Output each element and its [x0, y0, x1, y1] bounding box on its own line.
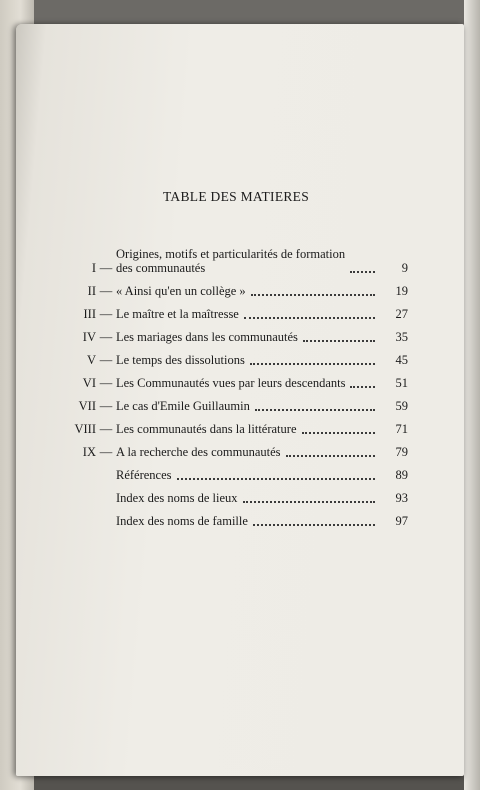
toc-entry-6	[56, 367, 408, 390]
chapter-title: Le cas d'Emile Guillaumin	[116, 399, 250, 413]
chapter-title-line-2: des communautés	[116, 261, 206, 275]
leader-dots	[286, 454, 375, 457]
page-edge-right	[464, 0, 480, 790]
leader-dots	[243, 500, 375, 503]
leader-dots	[253, 523, 375, 526]
chapter-dash: —	[99, 445, 113, 459]
page-number: 27	[395, 307, 408, 321]
chapter-number: III	[83, 307, 96, 321]
chapter-dash: —	[99, 330, 113, 344]
page-title: TABLE DES MATIERES	[162, 189, 310, 204]
page-number: 51	[395, 376, 408, 390]
chapter-title: A la recherche des communautés	[116, 445, 281, 459]
page-number: 45	[395, 353, 408, 367]
chapter-number: V	[86, 353, 96, 367]
page-number: 71	[395, 422, 408, 436]
section-title: Index des noms de lieux	[116, 491, 238, 505]
page-number: 35	[395, 330, 408, 344]
page-number: 89	[395, 468, 408, 482]
chapter-dash: —	[99, 261, 113, 275]
chapter-number: VII	[78, 399, 96, 413]
chapter-title: « Ainsi qu'en un collège »	[116, 284, 246, 298]
toc-entry-4	[56, 321, 408, 344]
chapter-dash: —	[99, 353, 113, 367]
toc-entry-3	[56, 298, 408, 321]
toc-entry-2	[56, 275, 408, 298]
chapter-dash: —	[99, 399, 113, 413]
section-title: Références	[116, 468, 172, 482]
chapter-title: Les Communautés vues par leurs descendants	[116, 376, 346, 390]
leader-dots	[250, 362, 375, 365]
chapter-number: IV	[82, 330, 96, 344]
toc-entry-9	[56, 436, 408, 459]
chapter-title: Le maître et la maîtresse	[116, 307, 239, 321]
toc-entry-5	[56, 344, 408, 367]
chapter-dash: —	[99, 422, 113, 436]
toc-entry-1	[56, 235, 408, 275]
leader-dots	[350, 385, 375, 388]
chapter-title: Le temps des dissolutions	[116, 353, 245, 367]
toc-entry-index-families	[56, 505, 408, 528]
section-title: Index des noms de famille	[116, 514, 248, 528]
chapter-number: IX	[82, 445, 96, 459]
page-number: 79	[395, 445, 408, 459]
chapter-title: Les communautés dans la littérature	[116, 422, 297, 436]
toc-entry-7	[56, 390, 408, 413]
leader-dots	[350, 270, 375, 273]
page-number: 97	[395, 514, 408, 528]
chapter-number: I	[91, 261, 96, 275]
chapter-number: VIII	[74, 422, 96, 436]
leader-dots	[303, 339, 375, 342]
chapter-dash: —	[99, 307, 113, 321]
chapter-dash: —	[99, 376, 113, 390]
leader-dots	[251, 293, 375, 296]
page-number: 9	[401, 261, 408, 275]
page-number: 93	[395, 491, 408, 505]
table-of-contents	[56, 235, 408, 528]
chapter-title: Les mariages dans les communautés	[116, 330, 298, 344]
leader-dots	[302, 431, 376, 434]
leader-dots	[177, 477, 375, 480]
leader-dots	[244, 316, 375, 319]
page-number: 19	[395, 284, 408, 298]
chapter-number: II	[87, 284, 96, 298]
page-number: 59	[395, 399, 408, 413]
toc-entry-index-places	[56, 482, 408, 505]
chapter-title-line-1: Origines, motifs et particularités de formation	[116, 247, 346, 261]
leader-dots	[255, 408, 375, 411]
toc-entry-8	[56, 413, 408, 436]
chapter-number: VI	[82, 376, 96, 390]
toc-entry-references	[56, 459, 408, 482]
chapter-dash: —	[99, 284, 113, 298]
